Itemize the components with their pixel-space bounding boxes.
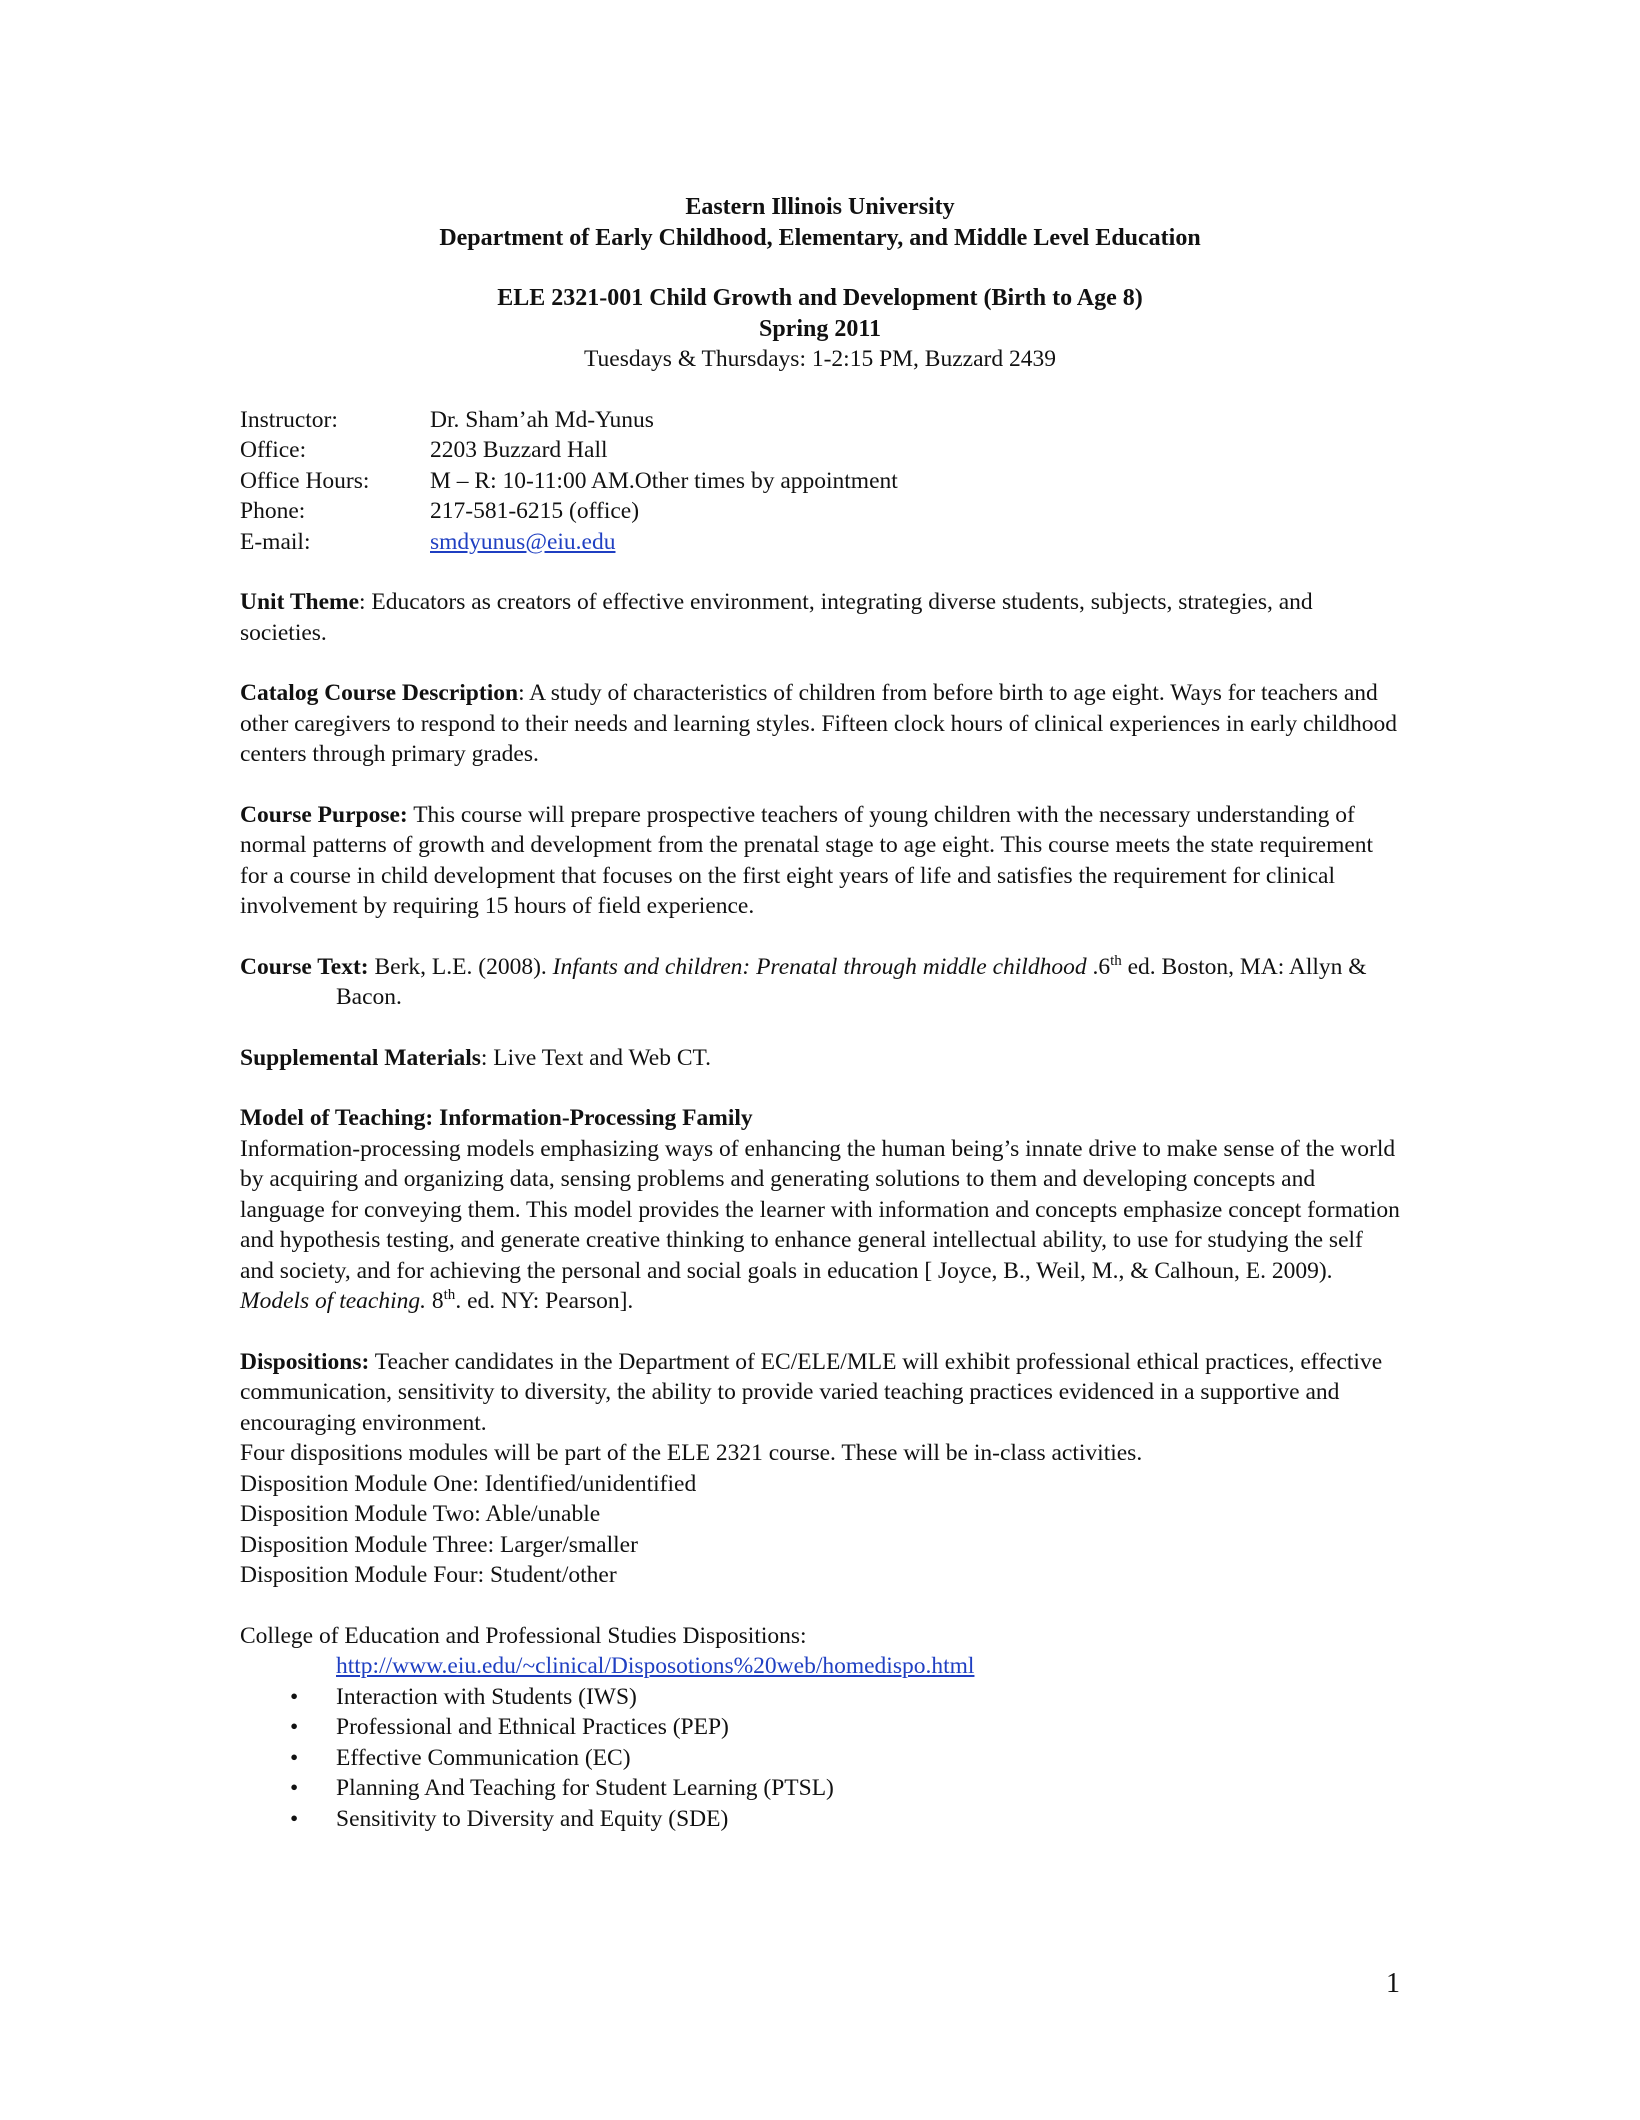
supplemental-text: : Live Text and Web CT.	[480, 1044, 711, 1071]
model-title: Models of teaching.	[240, 1288, 427, 1314]
bullet-icon: •	[290, 1775, 299, 1801]
college-heading: College of Education and Professional Studies Dispositions:	[240, 1622, 807, 1649]
unit-theme-label: Unit Theme	[240, 589, 360, 615]
page-number: 1	[1386, 1968, 1400, 1999]
bullet-icon: •	[290, 1683, 299, 1710]
info-row-instructor	[240, 405, 1400, 436]
email-link[interactable]: smdyunus@eiu.edu	[430, 528, 616, 555]
info-label: Phone:	[240, 498, 306, 524]
dispositions-list	[240, 1682, 1400, 1835]
info-row-office-hours	[240, 466, 1400, 497]
module-item: Disposition Module Three: Larger/smaller	[240, 1531, 638, 1558]
model-heading: Model of Teaching: Information-Processing Family	[240, 1105, 753, 1131]
info-label: Office Hours:	[240, 467, 370, 494]
model-text: Information-processing models emphasizing ways of enhancing the human being’s innate drive to make sense of the world by acquiring and organizing data, sensing problems and generating solutions to them and developing concepts and language for conveying them. This model provides the learner with information and concepts emphasize concept formation and hypothesis testing, and generate creative thinking to enhance general intellectual ability, to use for studying the self and society, and for achieving the personal and social goals in education [ Joyce, B., Weil, M., & Calhoun, E. 2009).	[240, 1135, 1400, 1284]
info-value: 217-581-6215 (office)	[430, 498, 640, 524]
catalog-description	[240, 678, 1400, 770]
supplemental-label: Supplemental Materials	[240, 1044, 481, 1071]
modules-intro: Four dispositions modules will be part of the ELE 2321 course. These will be in-class activities.	[240, 1440, 1143, 1466]
model-mid: 8	[426, 1288, 444, 1314]
bullet-icon: •	[290, 1805, 299, 1832]
list-item	[240, 1773, 1400, 1804]
info-row-phone	[240, 496, 1400, 527]
info-value: M – R: 10-11:00 AM.Other times by appointment	[430, 467, 898, 494]
list-item-text: Professional and Ethnical Practices (PEP)	[336, 1714, 729, 1740]
purpose-text: This course will prepare prospective teachers of young children with the necessary understanding of normal patterns of growth and development from the prenatal stage to age eight. This course meets the state requirement for a course in child development that focuses on the first eight years of life and satisfies the requirement for clinical involvement by requiring 15 hours of field experience.	[240, 801, 1374, 919]
model-sup: th	[443, 1287, 456, 1304]
bullet-icon: •	[290, 1744, 299, 1771]
course-text-post: ed. Boston, MA: Allyn & Bacon.	[336, 953, 1367, 1010]
dispositions-text: Teacher candidates in the Department of EC/ELE/MLE will exhibit professional ethical practices, effective communication, sensitivity to diversity, the ability to provide varied teaching practices evidenced in a supportive and encouraging environment.	[240, 1348, 1383, 1436]
list-item	[240, 1712, 1400, 1743]
course-text-label: Course Text:	[240, 953, 369, 980]
dispositions-url-link[interactable]: http://www.eiu.edu/~clinical/Disposotions%20web/homedispo.html	[336, 1653, 975, 1679]
course-schedule: Tuesdays & Thursdays: 1-2:15 PM, Buzzard 2439	[584, 346, 1056, 372]
course-text-title: Infants and children: Prenatal through middle childhood	[552, 953, 1087, 980]
purpose-label: Course Purpose:	[240, 801, 408, 828]
info-label: Instructor:	[240, 406, 338, 433]
course-text-mid: .6	[1086, 953, 1111, 980]
info-value: Dr. Sham’ah Md-Yunus	[430, 406, 654, 433]
supplemental-materials	[240, 1043, 1400, 1074]
course-purpose	[240, 800, 1400, 922]
module-item: Disposition Module Four: Student/other	[240, 1562, 617, 1588]
dispositions-label: Dispositions:	[240, 1348, 370, 1375]
course-title: ELE 2321-001 Child Growth and Development (Birth to Age 8)	[497, 285, 1143, 311]
course-text	[240, 952, 1400, 1013]
info-row-office	[240, 435, 1400, 466]
course-term: Spring 2011	[758, 315, 882, 342]
unit-theme	[240, 587, 1400, 648]
model-of-teaching	[240, 1103, 1400, 1317]
unit-theme-text: : Educators as creators of effective environment, integrating diverse students, subjects, strategies, and societies.	[240, 589, 1313, 646]
dispositions-paragraph	[240, 1347, 1400, 1439]
model-post: . ed. NY: Pearson].	[455, 1288, 634, 1314]
dispositions	[240, 1347, 1400, 1591]
module-item: Disposition Module One: Identified/unidentified	[240, 1470, 697, 1497]
department-name: Department of Early Childhood, Elementary, and Middle Level Education	[439, 224, 1201, 251]
page-content	[240, 192, 1400, 1834]
list-item-text: Effective Communication (EC)	[336, 1744, 631, 1771]
info-row-email	[240, 527, 1400, 558]
course-text-sup: th	[1110, 952, 1122, 969]
list-item-text: Interaction with Students (IWS)	[336, 1683, 637, 1710]
bullet-icon: •	[290, 1714, 299, 1740]
list-item-text: Planning And Teaching for Student Learning (PTSL)	[336, 1775, 834, 1801]
info-label: Office:	[240, 437, 307, 463]
catalog-text: : A study of characteristics of children from before birth to age eight. Ways for teachers and other caregivers to respond to their needs and learning styles. Fifteen clock hours of clinical experiences in early childhood centers through primary grades.	[240, 680, 1397, 767]
list-item	[240, 1743, 1400, 1774]
college-dispositions	[240, 1621, 1400, 1835]
instructor-info	[240, 405, 1400, 558]
course-text-pre: Berk, L.E. (2008).	[368, 953, 553, 980]
college-url-row	[240, 1651, 1400, 1682]
list-item	[240, 1804, 1400, 1835]
list-item	[240, 1682, 1400, 1713]
module-item: Disposition Module Two: Able/unable	[240, 1501, 601, 1527]
info-value: 2203 Buzzard Hall	[430, 437, 608, 463]
model-paragraph	[240, 1134, 1400, 1317]
list-item-text: Sensitivity to Diversity and Equity (SDE)	[336, 1805, 729, 1832]
info-label: E-mail:	[240, 528, 311, 555]
university-name: Eastern Illinois University	[685, 194, 955, 220]
catalog-label: Catalog Course Description	[240, 680, 519, 706]
